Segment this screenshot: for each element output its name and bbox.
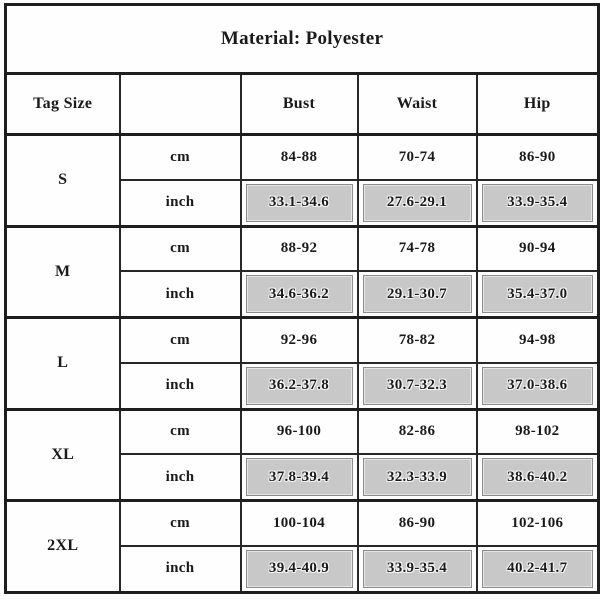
unit-label-inch: inch (120, 546, 241, 593)
value-s-bust-inch (241, 180, 358, 227)
highlighted-value: 30.7-32.3 (363, 367, 472, 405)
value-2xl-waist-cm: 86-90 (358, 501, 477, 546)
highlighted-value: 38.6-40.2 (482, 458, 594, 496)
highlighted-value: 40.2-41.7 (482, 550, 594, 588)
col-header-hip: Hip (477, 74, 599, 135)
value-xl-waist-cm: 82-86 (358, 409, 477, 454)
value-m-hip-inch (477, 271, 599, 318)
value-2xl-bust-inch (241, 546, 358, 593)
value-l-bust-cm: 92-96 (241, 318, 358, 363)
material-header: Material: Polyester (6, 5, 599, 74)
row-s-cm (6, 135, 599, 180)
value-s-hip-inch (477, 180, 599, 227)
col-header-tag-size: Tag Size (6, 74, 120, 135)
value-l-hip-inch (477, 363, 599, 410)
highlighted-value: 37.0-38.6 (482, 367, 594, 405)
highlighted-value: 33.1-34.6 (246, 184, 353, 222)
unit-label-cm: cm (120, 318, 241, 363)
highlighted-value: 37.8-39.4 (246, 458, 353, 496)
unit-label-inch: inch (120, 180, 241, 227)
col-header-waist: Waist (358, 74, 477, 135)
highlighted-value: 36.2-37.8 (246, 367, 353, 405)
material-row (6, 5, 599, 74)
size-label-s: S (6, 135, 120, 227)
unit-label-inch: inch (120, 454, 241, 501)
value-s-waist-inch (358, 180, 477, 227)
highlighted-value: 27.6-29.1 (363, 184, 472, 222)
size-label-l: L (6, 318, 120, 410)
value-s-bust-cm: 84-88 (241, 135, 358, 180)
value-xl-bust-inch (241, 454, 358, 501)
value-xl-bust-cm: 96-100 (241, 409, 358, 454)
row-l-cm (6, 318, 599, 363)
highlighted-value: 33.9-35.4 (482, 184, 594, 222)
value-m-waist-inch (358, 271, 477, 318)
highlighted-value: 33.9-35.4 (363, 550, 472, 588)
value-xl-waist-inch (358, 454, 477, 501)
value-s-hip-cm: 86-90 (477, 135, 599, 180)
value-2xl-hip-cm: 102-106 (477, 501, 599, 546)
value-m-hip-cm: 90-94 (477, 226, 599, 271)
col-header-unit-empty (120, 74, 241, 135)
col-header-bust: Bust (241, 74, 358, 135)
value-l-waist-cm: 78-82 (358, 318, 477, 363)
value-l-bust-inch (241, 363, 358, 410)
size-label-2xl: 2XL (6, 501, 120, 593)
unit-label-inch: inch (120, 271, 241, 318)
value-l-waist-inch (358, 363, 477, 410)
row-2xl-cm (6, 501, 599, 546)
value-s-waist-cm: 70-74 (358, 135, 477, 180)
size-label-m: M (6, 226, 120, 318)
highlighted-value: 34.6-36.2 (246, 275, 353, 313)
value-xl-hip-inch (477, 454, 599, 501)
size-label-xl: XL (6, 409, 120, 501)
highlighted-value: 32.3-33.9 (363, 458, 472, 496)
value-m-bust-inch (241, 271, 358, 318)
value-xl-hip-cm: 98-102 (477, 409, 599, 454)
unit-label-cm: cm (120, 409, 241, 454)
row-xl-cm (6, 409, 599, 454)
value-2xl-hip-inch (477, 546, 599, 593)
unit-label-cm: cm (120, 226, 241, 271)
unit-label-inch: inch (120, 363, 241, 410)
unit-label-cm: cm (120, 501, 241, 546)
value-l-hip-cm: 94-98 (477, 318, 599, 363)
value-2xl-bust-cm: 100-104 (241, 501, 358, 546)
value-m-bust-cm: 88-92 (241, 226, 358, 271)
value-m-waist-cm: 74-78 (358, 226, 477, 271)
highlighted-value: 39.4-40.9 (246, 550, 353, 588)
highlighted-value: 29.1-30.7 (363, 275, 472, 313)
row-m-cm (6, 226, 599, 271)
column-header-row (6, 74, 599, 135)
unit-label-cm: cm (120, 135, 241, 180)
highlighted-value: 35.4-37.0 (482, 275, 594, 313)
value-2xl-waist-inch (358, 546, 477, 593)
size-chart-table (4, 3, 600, 594)
